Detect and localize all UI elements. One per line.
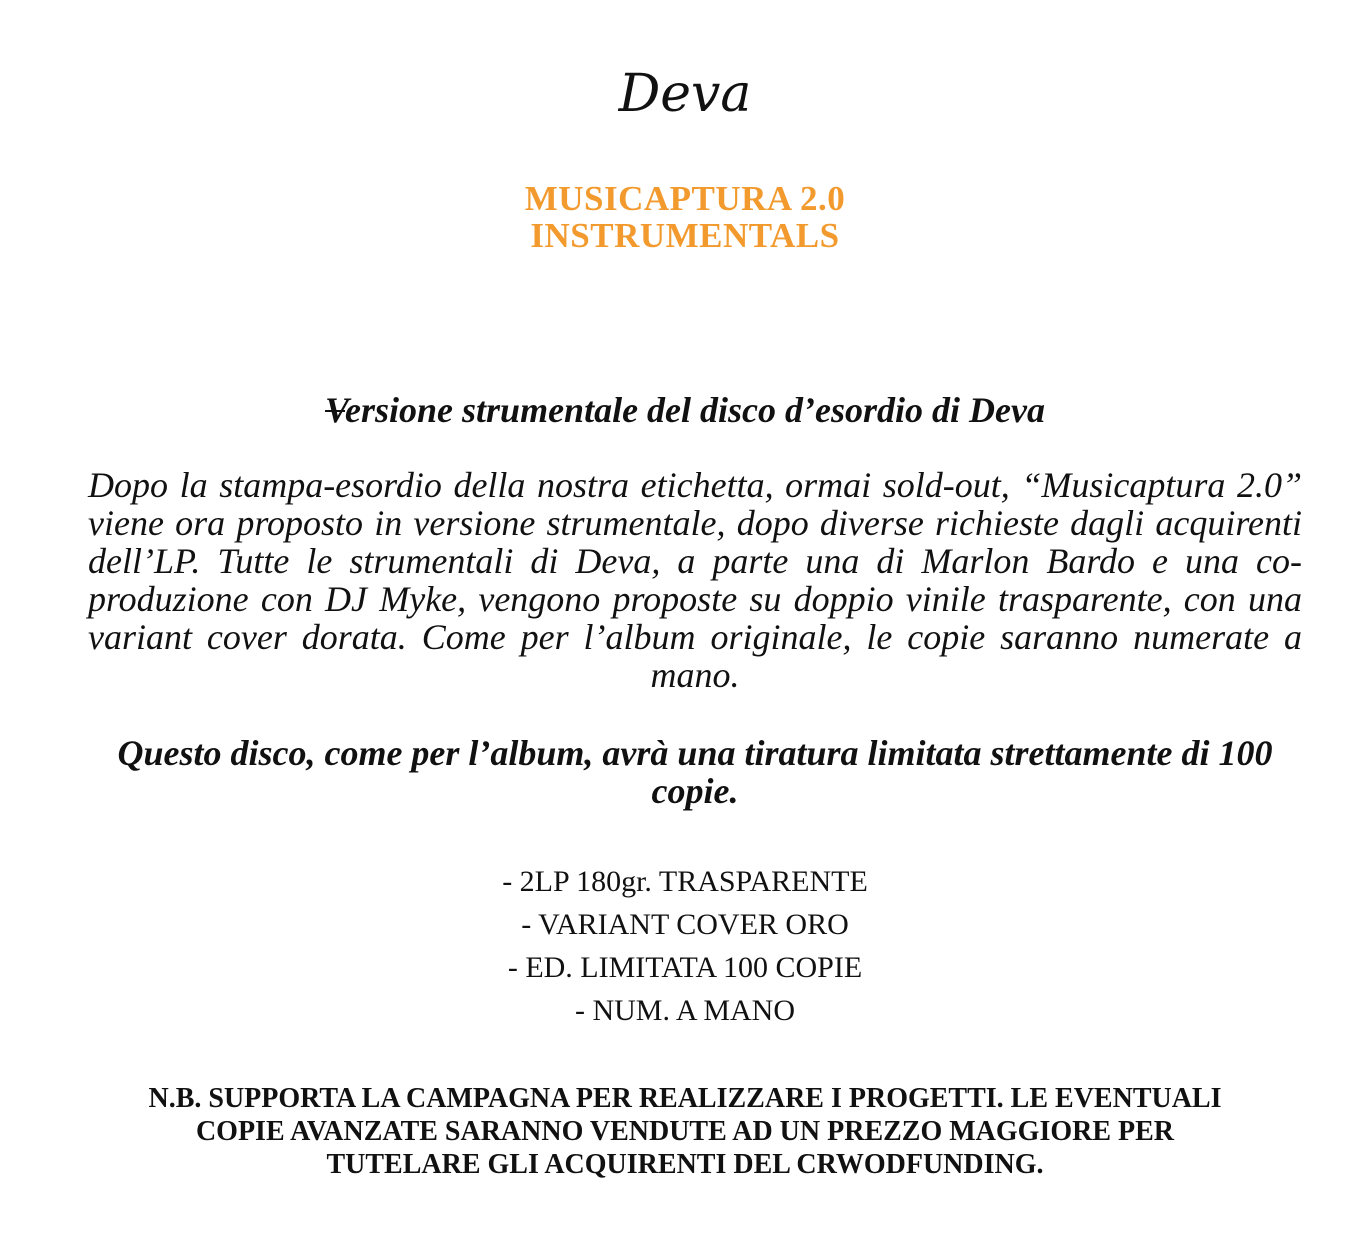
limited-edition-note: Questo disco, come per l’album, avrà una tiratura limitata strettamente di 100 copie. bbox=[117, 733, 1273, 811]
nb-notice: N.B. SUPPORTA LA CAMPAGNA PER REALIZZARE I PROGETTI. LE EVENTUALI COPIE AVANZATE SARANNO VENDUTE AD UN PREZZO MAGGIORE PER TUTELARE GLI ACQUIRENTI DEL CRWODFUNDING. bbox=[148, 1083, 1222, 1180]
feature-item: - 2LP 180gr. TRASPARENTE bbox=[502, 865, 868, 898]
feature-item: - VARIANT COVER ORO bbox=[521, 908, 849, 941]
feature-item: - ED. LIMITATA 100 COPIE bbox=[507, 951, 863, 984]
description-paragraph: Dopo la stampa-esordio della nostra etichetta, ormai sold-out, “Musicaptura 2.0” viene ora proposto in versione strumentale, dopo diverse richieste dagli acquirenti dell’LP. Tutte le strumentali di Deva, a parte una di Marlon Bardo e una co-produzione con DJ Myke, vengono proposte su doppio vinile trasparente, con una variant cover dorata. Come per l’album originale, le copie saranno numerate a mano. bbox=[88, 465, 1302, 695]
feature-item: - NUM. A MANO bbox=[574, 994, 796, 1027]
subtitle-rest: ersione strumentale del disco d’esordio di Deva bbox=[345, 390, 1045, 430]
artist-name: Deva bbox=[618, 64, 752, 124]
album-title-line-2: INSTRUMENTALS bbox=[530, 216, 840, 255]
subtitle bbox=[0, 388, 1370, 432]
subtitle-first-letter: V bbox=[325, 390, 346, 430]
album-title bbox=[0, 180, 1370, 254]
album-title-line-1: MUSICAPTURA 2.0 bbox=[524, 179, 846, 218]
features-list bbox=[0, 860, 1370, 1032]
